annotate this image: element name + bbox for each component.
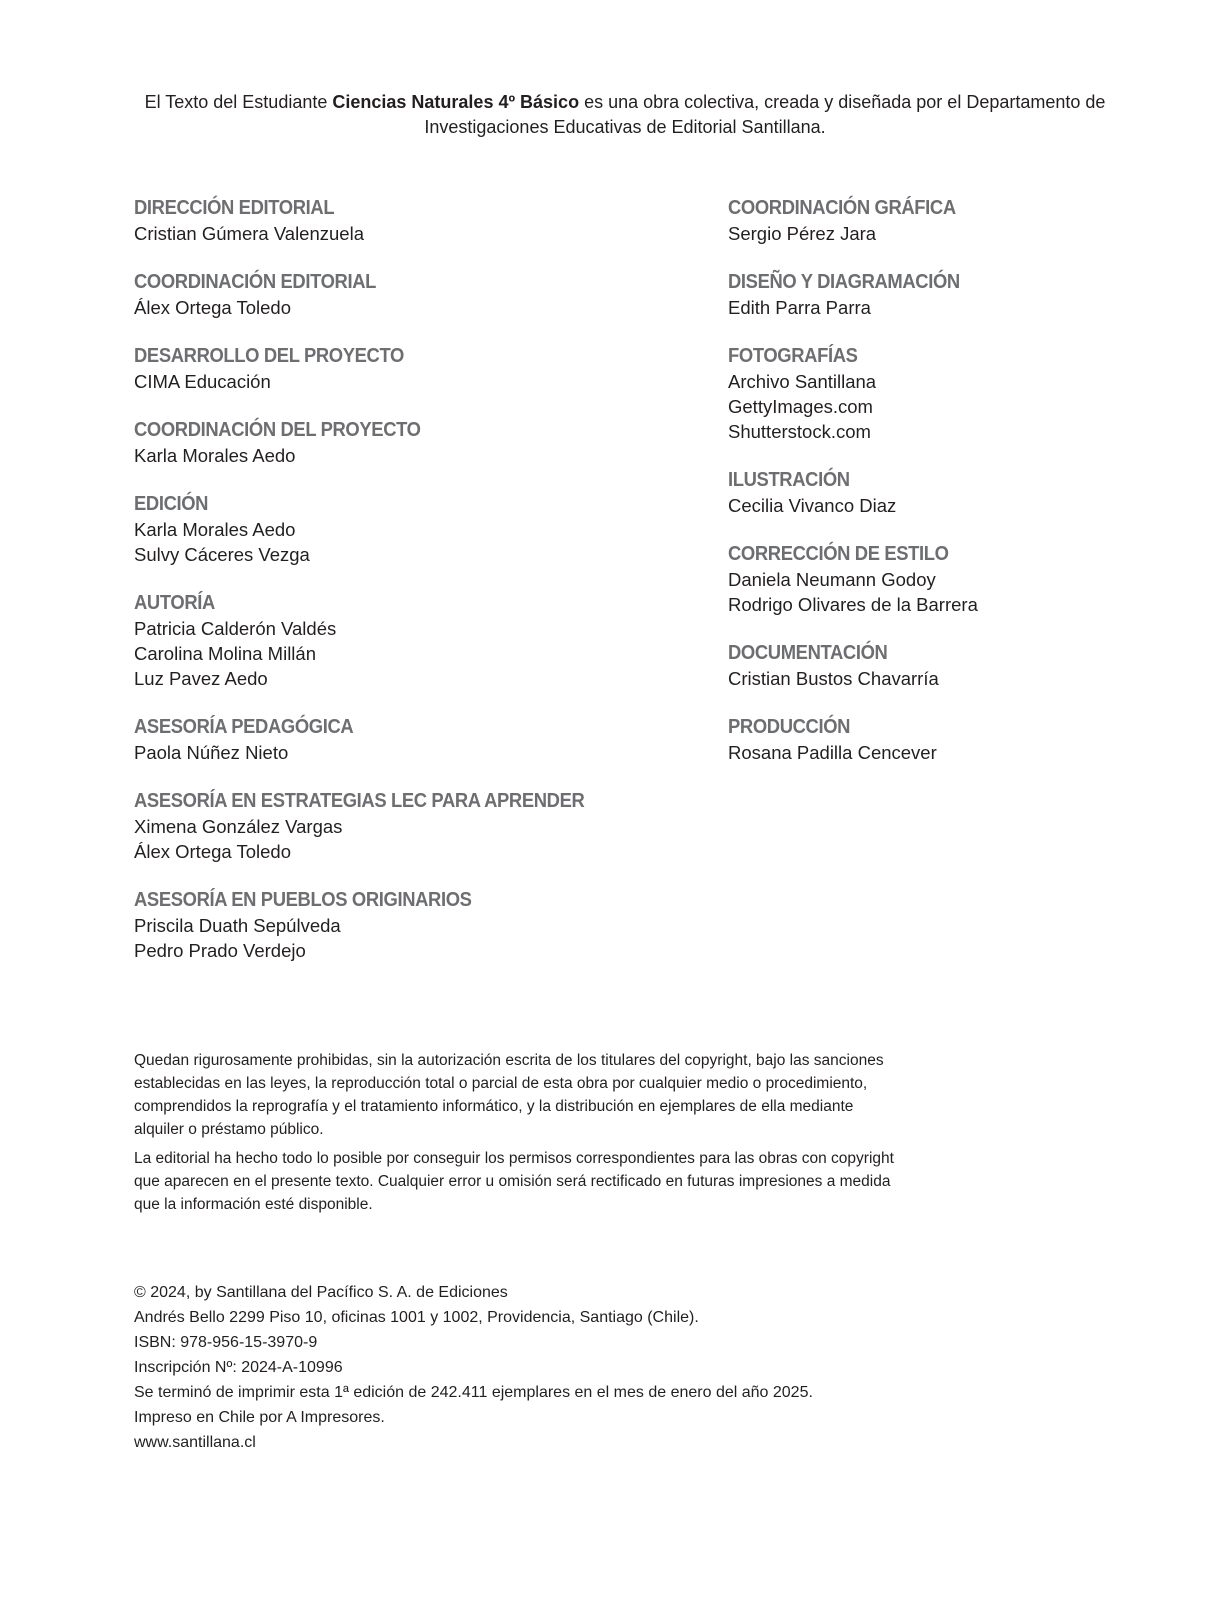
credit-section (134, 343, 694, 394)
credit-section-title: DISEÑO Y DIAGRAMACIÓN (728, 271, 960, 293)
credit-name: Rodrigo Olivares de la Barrera (728, 594, 978, 615)
credit-name: Sergio Pérez Jara (728, 223, 877, 244)
credit-section-title: PRODUCCIÓN (728, 716, 851, 738)
credit-name: Karla Morales Aedo (134, 445, 296, 466)
credit-name: Cecilia Vivanco Diaz (728, 495, 897, 516)
credit-section (728, 195, 1188, 246)
credit-name: Carolina Molina Millán (134, 643, 316, 664)
credit-section (134, 491, 694, 567)
credit-name: Luz Pavez Aedo (134, 668, 268, 689)
credit-section-title: DESARROLLO DEL PROYECTO (134, 345, 404, 367)
intro-pre: El Texto del Estudiante (144, 92, 333, 112)
credit-name: Cristian Bustos Chavarría (728, 668, 939, 689)
book-title: Ciencias Naturales 4º Básico (332, 92, 580, 112)
credit-section (134, 195, 694, 246)
credits-right-column (728, 195, 1188, 788)
credit-section-title: ASESORÍA EN ESTRATEGIAS LEC PARA APRENDER (134, 790, 585, 812)
legal-paragraph-1: Quedan rigurosamente prohibidas, sin la autorización escrita de los titulares del copyright, bajo las sanciones establecidas en las leyes, la reproducción total o parcial de esta obra por cualquier medio o procedimiento, comprendidos la reprografía y el tratamiento informático, y la distribución en ejemplares de ella mediante alquiler o préstamo público. (134, 1052, 884, 1138)
credit-name: Cristian Gúmera Valenzuela (134, 223, 364, 244)
credit-section-title: DOCUMENTACIÓN (728, 642, 888, 664)
legal-paragraph-2: La editorial ha hecho todo lo posible por conseguir los permisos correspondientes para las obras con copyright que aparecen en el presente texto. Cualquier error u omisión será rectificado en futuras impresiones a medida que la información esté disponible. (134, 1150, 894, 1213)
imprint-line: Inscripción Nº: 2024-A-10996 (134, 1359, 343, 1376)
credit-section (728, 343, 1188, 444)
credit-section-title: EDICIÓN (134, 493, 209, 515)
credit-section-title: COORDINACIÓN EDITORIAL (134, 271, 377, 293)
credit-section-title: DIRECCIÓN EDITORIAL (134, 197, 335, 219)
credit-name: Ximena González Vargas (134, 816, 343, 837)
credit-name: Karla Morales Aedo (134, 519, 296, 540)
credit-section (134, 887, 694, 963)
imprint-line: Se terminó de imprimir esta 1ª edición de 242.411 ejemplares en el mes de enero del año 2025. (134, 1384, 813, 1401)
credit-section (728, 467, 1188, 518)
credit-section (728, 269, 1188, 320)
credit-name: Sulvy Cáceres Vezga (134, 544, 310, 565)
credits-left-column (134, 195, 694, 986)
credit-section-title: COORDINACIÓN GRÁFICA (728, 197, 956, 219)
imprint-line: © 2024, by Santillana del Pacífico S. A. de Ediciones (134, 1284, 508, 1301)
credit-section-title: ASESORÍA PEDAGÓGICA (134, 716, 354, 738)
credit-section (134, 269, 694, 320)
credit-section-title: CORRECCIÓN DE ESTILO (728, 543, 949, 565)
credit-section (728, 640, 1188, 691)
credit-name: Archivo Santillana (728, 371, 877, 392)
credit-name: Álex Ortega Toledo (134, 841, 292, 862)
credit-section (134, 714, 694, 765)
credit-section-title: COORDINACIÓN DEL PROYECTO (134, 419, 421, 441)
credit-section-title: AUTORÍA (134, 592, 215, 614)
credit-name: CIMA Educación (134, 371, 271, 392)
credit-section-title: ASESORÍA EN PUEBLOS ORIGINARIOS (134, 889, 472, 911)
credit-name: Shutterstock.com (728, 421, 871, 442)
credit-section-title: FOTOGRAFÍAS (728, 345, 858, 367)
credit-name: GettyImages.com (728, 396, 873, 417)
imprint-line: www.santillana.cl (134, 1434, 256, 1451)
credit-name: Paola Núñez Nieto (134, 742, 289, 763)
legal-notice (134, 1049, 894, 1222)
intro-paragraph (130, 90, 1120, 140)
credit-name: Daniela Neumann Godoy (728, 569, 936, 590)
credit-name: Pedro Prado Verdejo (134, 940, 306, 961)
credit-section (134, 417, 694, 468)
imprint-line: Andrés Bello 2299 Piso 10, oficinas 1001 y 1002, Providencia, Santiago (Chile). (134, 1309, 699, 1326)
credit-section-title: ILUSTRACIÓN (728, 469, 850, 491)
imprint-line: Impreso en Chile por A Impresores. (134, 1409, 385, 1426)
credit-section (134, 788, 694, 864)
imprint-block (134, 1280, 1034, 1455)
credit-section (134, 590, 694, 691)
credit-section (728, 714, 1188, 765)
credit-section (728, 541, 1188, 617)
credit-name: Rosana Padilla Cencever (728, 742, 937, 763)
credit-name: Patricia Calderón Valdés (134, 618, 337, 639)
intro-post: es una obra colectiva, creada y diseñada por el Departamento de Investigaciones Educativas de Editorial Santillana. (424, 92, 1106, 137)
credit-name: Álex Ortega Toledo (134, 297, 292, 318)
credit-name: Edith Parra Parra (728, 297, 871, 318)
credit-name: Priscila Duath Sepúlveda (134, 915, 341, 936)
imprint-line: ISBN: 978-956-15-3970-9 (134, 1334, 318, 1351)
